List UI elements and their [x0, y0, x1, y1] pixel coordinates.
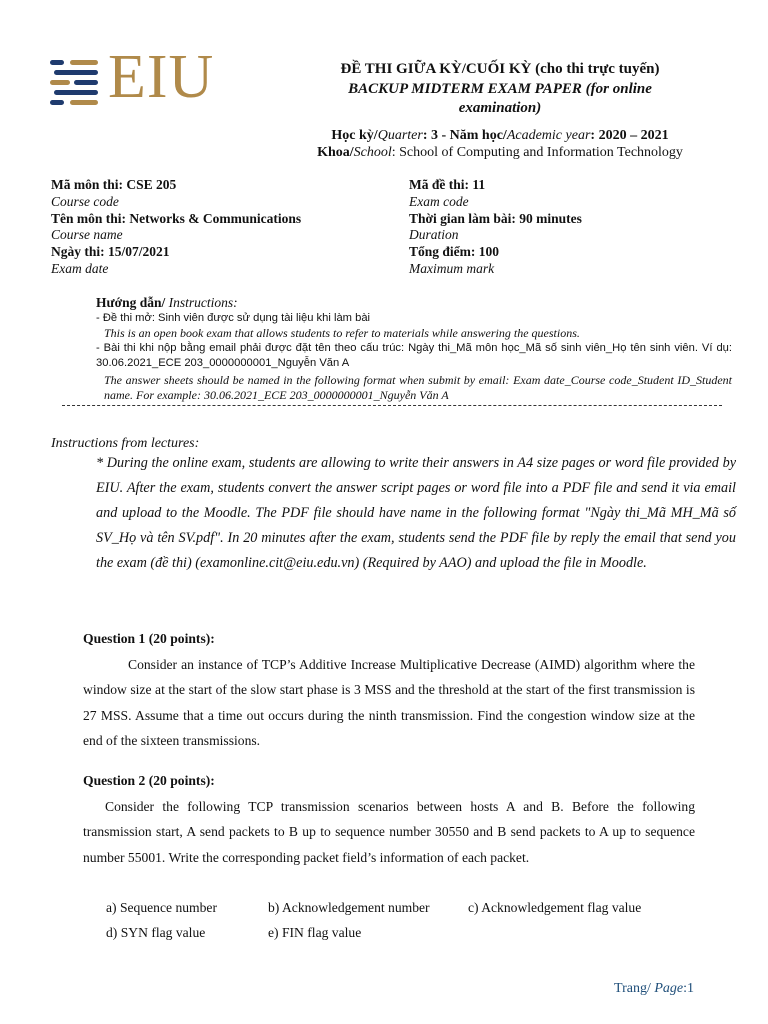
course-name-en: Course name — [51, 227, 123, 243]
instruction-1-vi: - Đề thi mở: Sinh viên được sử dụng tài liệu khi làm bài — [96, 312, 371, 324]
exam-title: ĐỀ THI GIỮA KỲ/CUỐI KỲ (cho thi trực tuyến) — [340, 61, 660, 77]
exam-date: Ngày thi: 15/07/2021 — [51, 244, 170, 260]
course-code-en: Course code — [51, 193, 119, 209]
course-code: Mã môn thi: CSE 205 — [51, 177, 177, 192]
question-2-title: Question 2 (20 points): — [83, 773, 215, 788]
meta-right — [409, 177, 582, 278]
duration: Thời gian làm bài: 90 minutes — [409, 210, 582, 226]
question-1-title: Question 1 (20 points): — [83, 631, 215, 646]
option-d: d) SYN flag value — [106, 925, 206, 940]
exam-code-en: Exam code — [409, 193, 469, 209]
option-b: b) Acknowledgement number — [268, 900, 430, 915]
meta-left — [51, 177, 301, 278]
lecture-heading: Instructions from lectures: — [51, 436, 200, 451]
page-number: Trang/ Page:1 — [614, 981, 694, 996]
course-name: Tên môn thi: Networks & Communications — [51, 210, 302, 226]
lecture-body: * During the online exam, students are allowing to write their answers in A4 size pages or word file provided by EIU. After the exam, students convert the answer script pages or word file into a PDF file and send it via email and upload to the Moodle. The PDF file should have name in the following format "Ngày thi_Mã MH_Mã số SV_Họ và tên SV.pdf". In 20 minutes after the exam, students send the PDF file by reply the email that send you the exam (đề thi) (examonline.cit@eiu.edu.vn) (Required by AAO) and upload the file in Moodle. — [96, 455, 736, 571]
instruction-2-en: The answer sheets should be named in the following format when submit by email: Exam date_Course code_Student ID_Student name. For example: 30.06.2021_ECE 203_0000000001_Nguyễn Văn A — [104, 373, 732, 402]
instructions-block — [96, 294, 732, 403]
duration-en: Duration — [409, 227, 459, 243]
max-mark: Tổng điểm: 100 — [409, 244, 500, 260]
school-line: Khoa/School: School of Computing and Information Technology — [317, 145, 683, 160]
logo-stripes-icon — [50, 56, 106, 108]
option-e: e) FIN flag value — [268, 925, 362, 940]
instruction-2-vi: - Bài thi khi nộp bằng email phải được đặt tên theo cấu trúc: Ngày thi_Mã môn học_Mã số sinh viên_Họ tên sinh viên. Ví dụ: 30.06.2021_ECE 203_0000000001_Nguyễn Văn A — [96, 342, 732, 369]
question-2-body: Consider the following TCP transmission scenarios between hosts A and B. Before the following transmission start, A send packets to B up to sequence number 30550 and B send packets to A up to sequence number 55001. Write the corresponding packet field’s information of each packet. — [83, 799, 695, 865]
exam-subtitle-line1: BACKUP MIDTERM EXAM PAPER (for online — [348, 81, 652, 97]
exam-date-en: Exam date — [51, 260, 109, 276]
instruction-1-en: This is an open book exam that allows students to refer to materials while answering the questions. — [104, 326, 580, 340]
dashed-divider — [62, 405, 722, 406]
quarter-line: Học kỳ/Quarter: 3 - Năm học/Academic year: 2020 – 2021 — [331, 128, 669, 143]
question-1-body: Consider an instance of TCP’s Additive Increase Multiplicative Decrease (AIMD) algorithm where the window size at the start of the slow start phase is 3 MSS and the threshold at the start of the first transmission is 27 MSS. Assume that a time out occurs during the ninth transmission. Find the congestion window size at the end of the sixteen transmissions. — [83, 657, 695, 749]
exam-code: Mã đề thi: 11 — [409, 177, 486, 192]
instructions-title: Hướng dẫn/ Instructions: — [96, 295, 238, 310]
option-c: c) Acknowledgement flag value — [468, 900, 642, 915]
logo-text: EIU — [108, 43, 215, 111]
exam-subtitle-line2: examination) — [458, 100, 542, 116]
option-a: a) Sequence number — [106, 900, 217, 915]
max-mark-en: Maximum mark — [409, 260, 495, 276]
